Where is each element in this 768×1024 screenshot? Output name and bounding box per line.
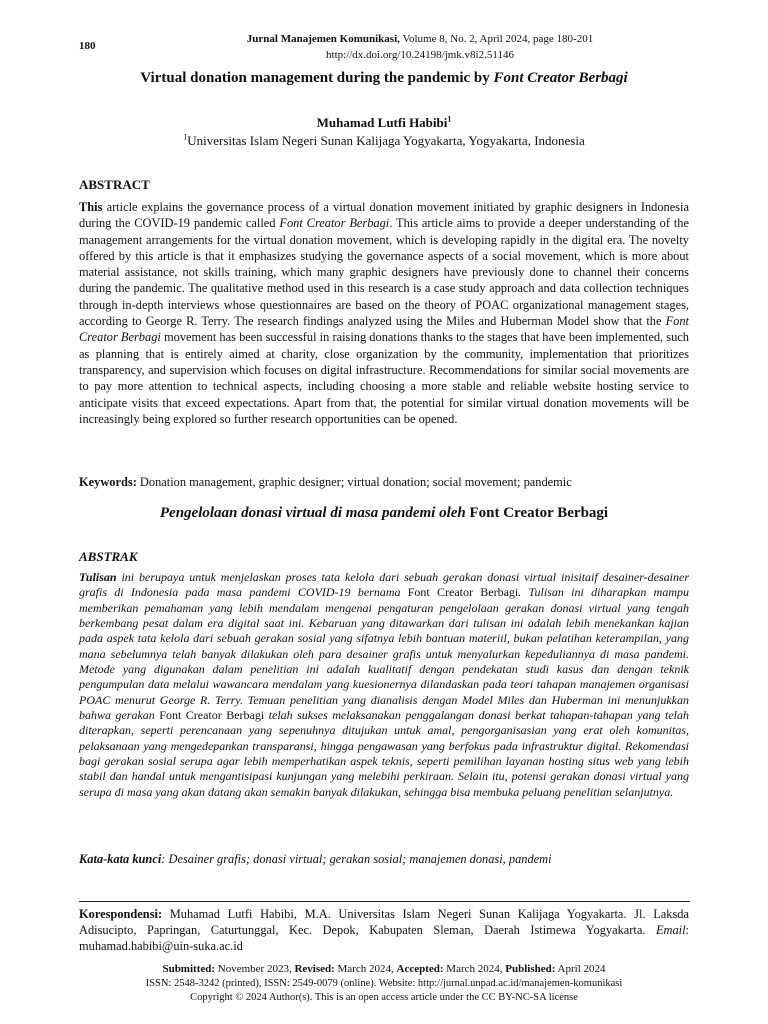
author-name [60,115,708,131]
accepted-date: March 2024, [443,963,506,975]
indonesian-title-upright: Font Creator Berbagi [469,505,609,521]
indonesian-title [60,505,708,522]
abstract-lead: This [79,200,103,214]
abstract-part-3: movement has been successful in raising donations thanks to the stages that have been implemented, such as planning that is entirely aimed at charity, close organization by the community, implementation that prioritizes transparency, and supervision which focuses on digital infrastructure. Recommendations for similar social movements are to pay more attention to technical aspects, including choosing a more stable and reliable website hosting service to anticipate visits that exceed expectations. Apart from that, the potential for similar virtual donation movements will be increasingly being explored so further research opportunities can be opened. [79,330,689,426]
email-label: Email [655,923,686,937]
keywords [79,475,689,490]
correspondence-text: Muhamad Lutfi Habibi, M.A. Universitas Islam Negeri Sunan Kalijaga Yogyakarta. Jl. Laksda Adisucipto, Papringan, Caturtunggal, Kec. Depok, Kabupaten Sleman, Daerah Istimewa Yogyakarta. [79,907,689,937]
abstrak-upright-1: Font Creator Berbagi [407,585,519,600]
abstrak-part-2: . Tulisan ini diharapkan mampu memberikan pemahaman yang lebih mendalam mengenai pengaturan pengelolaan gerakan donasi virtual yang tengah berkembang pesat dalam era digital saat ini. Kebaruan yang ditawarkan dari tulisan ini adalah lebih menekankan kajian pada aspek tata kelola dari sebuah gerakan sosial yang sifatnya lebih bantuan materiil, bukan pelatihan keterampilan, yang mana sebelumnya telah banyak dilakukan oleh para desainer grafis untuk menyalurkan kepeduliannya di masa pandemi. Metode yang digunakan dalam penelitian ini adalah kualitatif dengan pendekatan studi kasus dan dengan teknik pengumpulan data melalui wawancara mendalam yang kuesionernya dilandaskan pada teori tahapan manajemen organisasi POAC menurut George R. Terry. Temuan penelitian yang dianalisis dengan Model Miles dan Huberman ini menunjukkan bahwa gerakan [79,585,689,723]
abstract-body [79,199,689,427]
published-label: Published: [505,963,556,975]
issn-line: ISSN: 2548-3242 (printed), ISSN: 2549-0079 (online). Website: http://jurnal.unpad.ac.id/manajemen-komunikasi [145,978,623,989]
copyright-line: Copyright © 2024 Author(s). This is an open access article under the CC BY-NC-SA license [190,992,578,1003]
email-address[interactable]: : muhamad.habibi@uin-suka.ac.id [79,923,689,953]
abstrak-upright-2: Font Creator Berbagi [159,708,265,723]
submitted-date: November 2023, [215,963,295,975]
abstract-part-2: . This article aims to provide a deeper understanding of the management arrangements for the virtual donation movement, which is developing rapidly in the digital era. The novelty offered by this article is that it emphasizes studying the governance aspects of a social movement, which is more about material assistance, not skills training, which many graphic designers have previously done to channel their concerns during the pandemic. The qualitative method used in this research is a case study approach and data collection techniques through in-depth interviews whose questionnaires are based on the theory of POAC organizational management stages, according to George R. Terry. The research findings analyzed using the Miles and Huberman Model show that the [79,216,689,329]
revised-date: March 2024, [334,963,397,975]
indonesian-title-italic: Pengelolaan donasi virtual di masa pandemi oleh [159,505,470,521]
journal-name: Jurnal Manajemen Komunikasi, [246,33,400,45]
page-number: 180 [79,40,96,52]
article-title-italic: Font Creator Berbagi [493,70,628,86]
kata-kunci [79,852,689,867]
submission-dates [80,962,688,976]
abstract-heading: ABSTRACT [79,177,150,192]
correspondence [79,906,689,954]
published-date: April 2024 [555,963,606,975]
journal-header [150,31,690,63]
abstract-italic-2: Font Creator Berbagi [79,314,689,345]
author-affiliation [60,133,708,149]
doi-link[interactable]: http://dx.doi.org/10.24198/jmk.v8i2.51146 [326,49,514,61]
abstract-part-1: article explains the governance process of a virtual donation movement initiated by graphic designers in Indonesia during the COVID-19 pandemic called [79,200,689,231]
abstrak-part-3: telah sukses melaksanakan penggalangan donasi berkat tahapan-tahapan yang telah diterapkan, seperti perencanaan yang sepenuhnya ditujukan untuk amal, pengorganisasian yang erat oleh komunitas, pelaksanaan yang mengedepankan transparansi, hingga pengawasan yang berfokus pada infrastruktur digital. Rekomendasi bagi gerakan sosial serupa agar lebih memperhatikan aspek teknis, seperti pemilihan layanan hosting situs web yang lebih stabil dan handal untuk mengantisipasi kunjungan yang melebihi perkiraan. Selain itu, potensi gerakan donasi virtual yang serupa di masa yang akan datang akan semakin banyak dilakukan, sehingga bisa membuka peluang penelitian selanjutnya. [79,708,690,799]
journal-citation [150,31,690,47]
submitted-label: Submitted: [162,963,216,975]
revised-label: Revised: [294,963,335,975]
affiliation-text: Universitas Islam Negeri Sunan Kalijaga Yogyakarta, Yogyakarta, Indonesia [187,133,585,148]
abstrak-lead: Tulisan [79,570,117,584]
article-title [60,70,708,87]
accepted-label: Accepted: [396,963,444,975]
author-name-text: Muhamad Lutfi Habibi [316,115,448,130]
kata-kunci-text: : Desainer grafis; donasi virtual; gerakan sosial; manajemen donasi, pandemi [161,852,552,866]
journal-volume-info: Volume 8, No. 2, April 2024, page 180-201 [399,33,594,45]
abstract-italic-1: Font Creator Berbagi [279,216,390,231]
abstrak-heading: ABSTRAK [79,549,138,564]
correspondence-label: Korespondensi: [79,907,163,921]
footnote-divider [79,901,690,902]
keywords-text: Donation management, graphic designer; virtual donation; social movement; pandemic [136,475,572,489]
author-superscript: 1 [447,114,452,124]
kata-kunci-label: Kata-kata kunci [79,852,162,866]
page-footer [80,962,688,1005]
abstrak-part-1: ini berupaya untuk menjelaskan proses tata kelola dari sebuah gerakan donasi virtual inisitaif desainer-desainer grafis di Indonesia pada masa pandemi COVID-19 bernama [79,570,689,600]
article-title-main: Virtual donation management during the pandemic by [140,70,494,86]
abstrak-body [79,570,689,800]
affiliation-superscript: 1 [183,132,188,142]
keywords-label: Keywords: [79,475,137,489]
